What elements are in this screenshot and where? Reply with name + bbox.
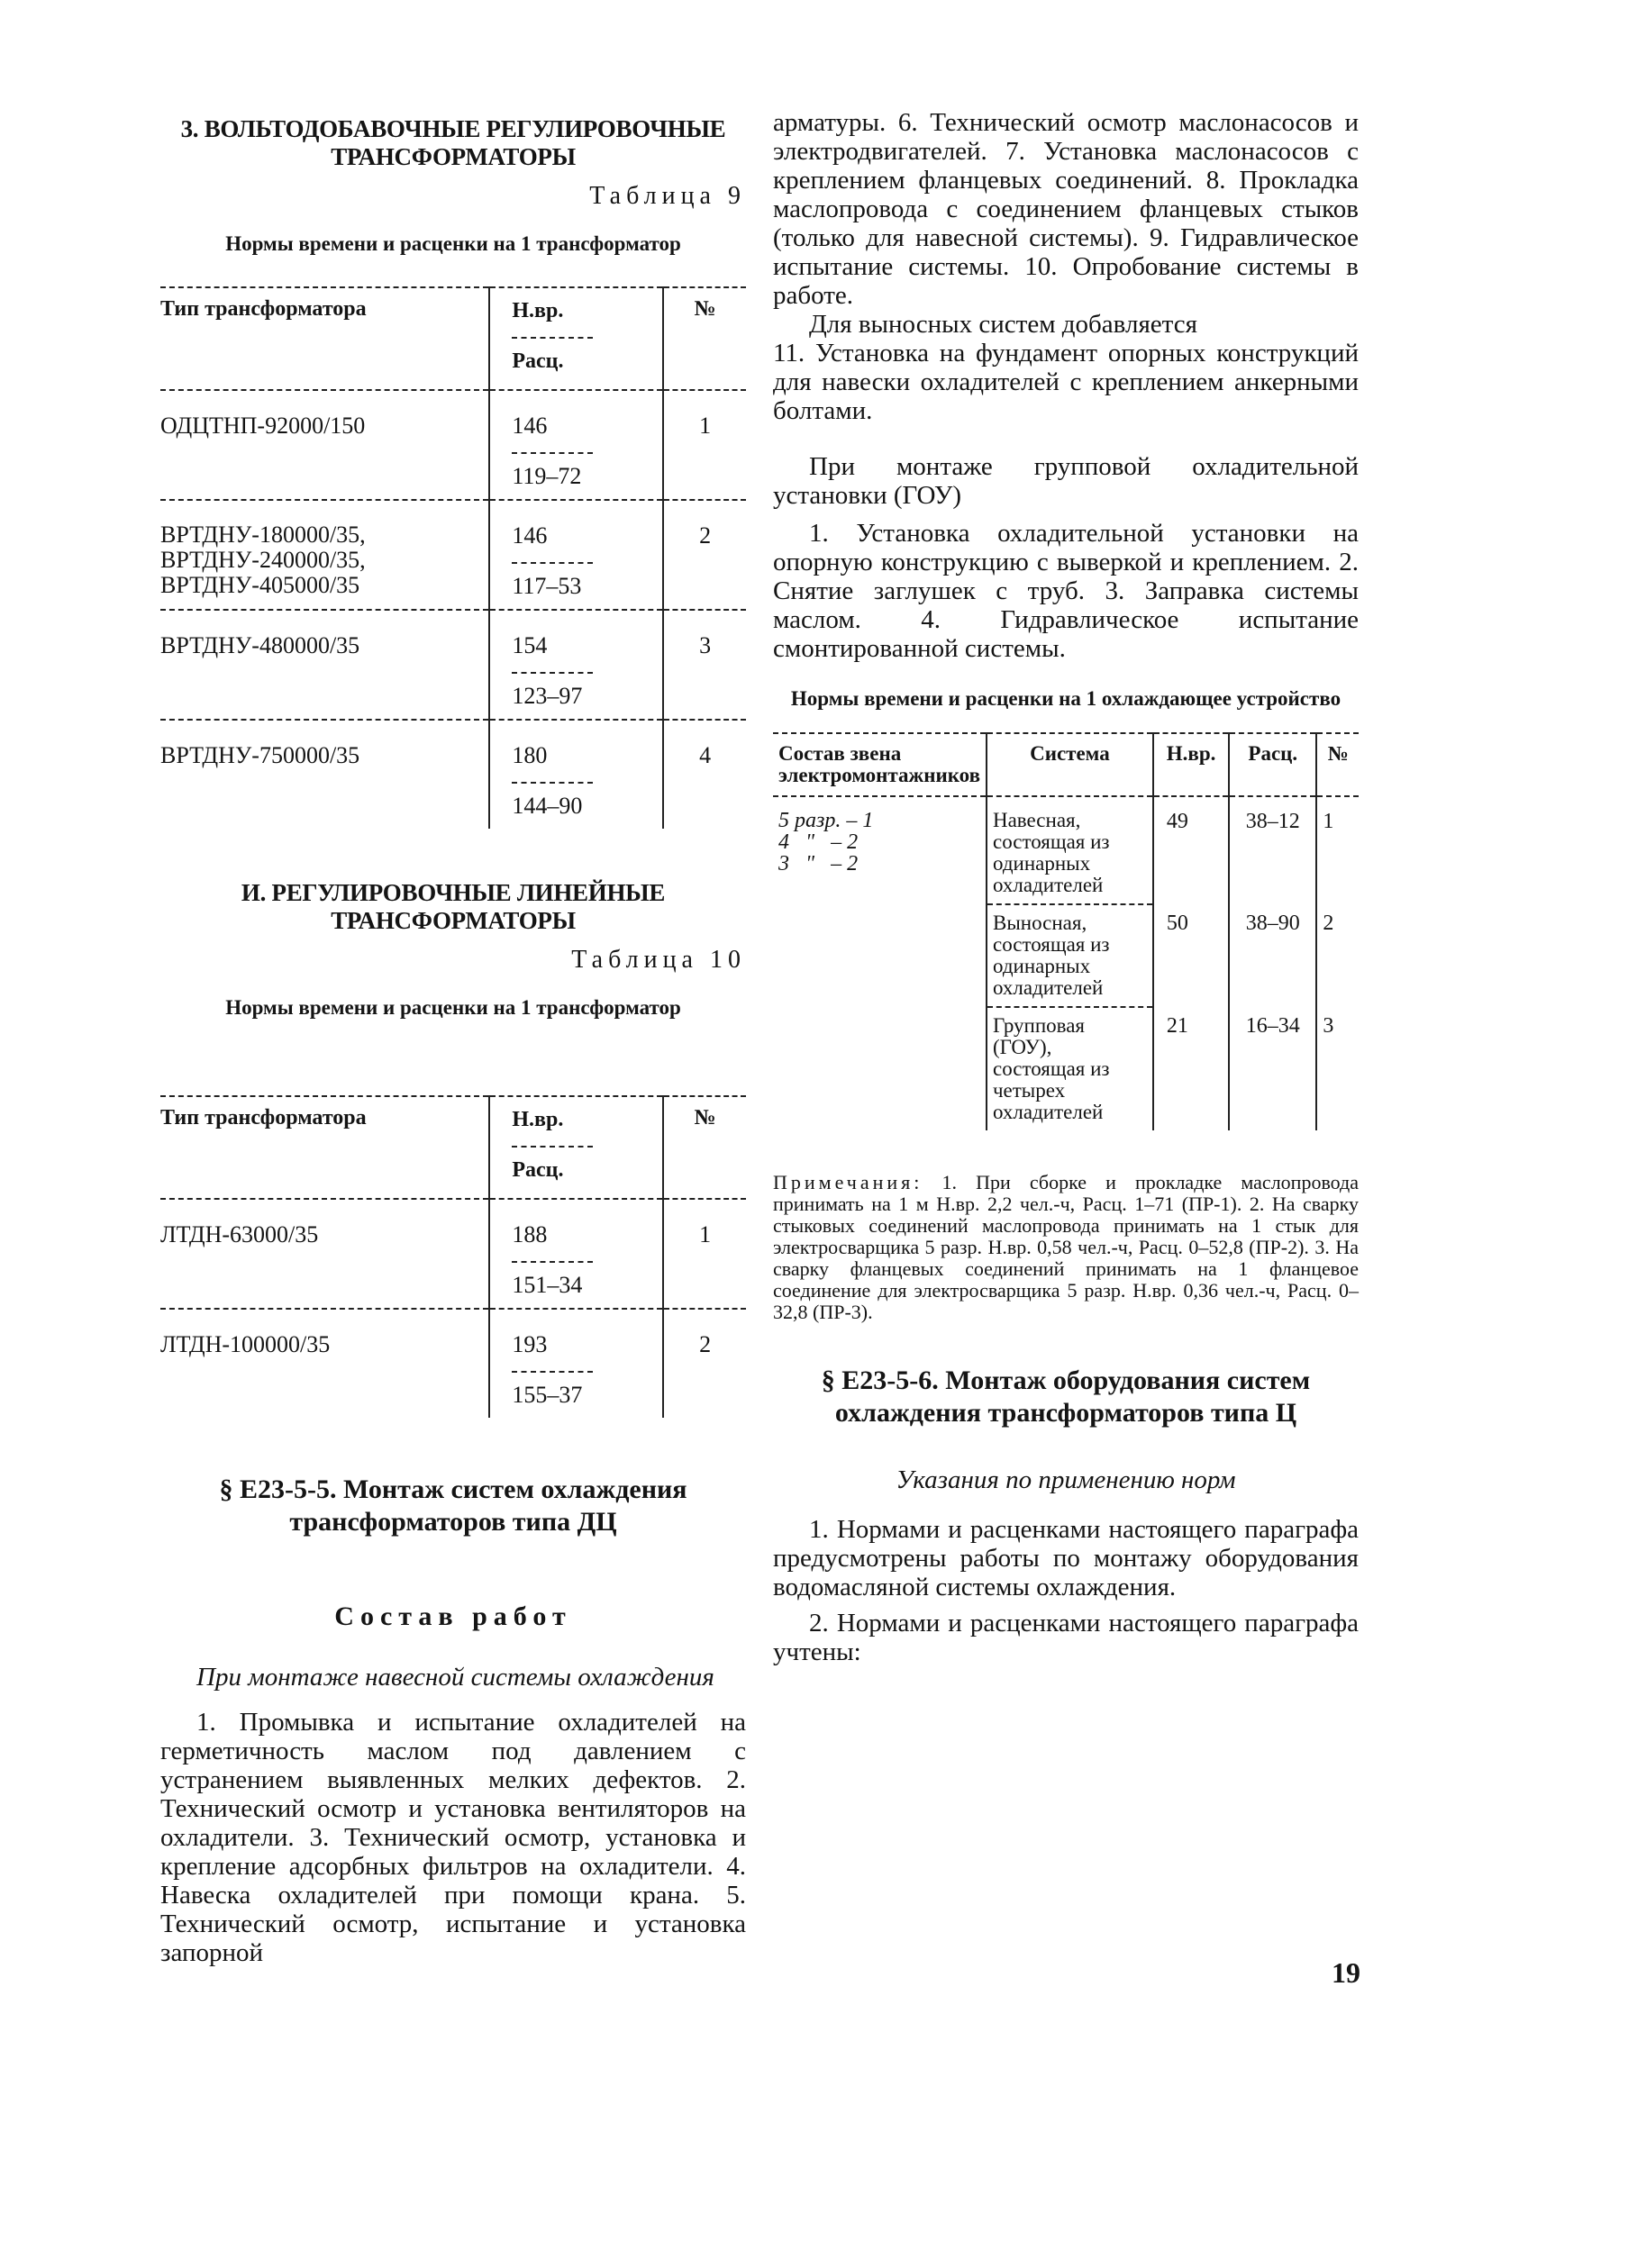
fraction-line xyxy=(512,452,593,454)
fraction-line xyxy=(512,1146,593,1148)
table10-label: Таблица 10 xyxy=(571,946,746,974)
fraction-line xyxy=(512,782,593,784)
table-row xyxy=(160,720,746,829)
row-type: ВРТДНУ-180000/35, ВРТДНУ-240000/35, ВРТДНУ-405000/35 xyxy=(160,500,489,610)
fraction-line xyxy=(512,337,593,339)
row-type: ЛТДН-63000/35 xyxy=(160,1199,489,1309)
notes xyxy=(773,1172,1359,1323)
table-9 xyxy=(160,286,746,829)
row-hvr: 49 xyxy=(1153,796,1229,904)
table-10 xyxy=(160,1095,746,1418)
crew-line: 3 " – 2 xyxy=(778,852,859,875)
table-header xyxy=(160,1096,746,1199)
row-system: Выносная, состоящая из одинарных охладителей xyxy=(987,904,1153,1007)
fraction-line xyxy=(512,672,593,674)
continued-text: арматуры. 6. Технический осмотр маслонасосов и электродвигателей. 7. Установка маслонасосов с креплением фланцевых соединений. 8. Прокладка маслопровода с соединением фланцевых стыков (только для навесной системы). 9. Гидравлическое испытание системы. 10. Опробование системы в работе. xyxy=(773,108,1359,310)
hvr-header: Н.вр. xyxy=(512,1108,564,1131)
col-hvr-rasc-header xyxy=(489,1096,663,1199)
row-hvr-rasc xyxy=(489,1199,663,1309)
crew-line: 5 разр. – 1 xyxy=(778,809,874,832)
composition-title: Состав работ xyxy=(334,1601,572,1631)
fraction-line xyxy=(512,562,593,564)
col-num-header: № xyxy=(663,1096,746,1199)
col-type-header: Тип трансформатора xyxy=(160,1096,489,1199)
row-hvr: 180 xyxy=(512,742,548,768)
crew-line: 4 " – 2 xyxy=(778,830,859,854)
group-text: 1. Установка охладительной установки на опорную конструкцию с выверкой и креплением. 2. Снятие заглушек с труб. 3. Заправка системы маслом. 4. Гидравлическое испытание смонтированной системы. xyxy=(773,519,1359,663)
row-hvr: 188 xyxy=(512,1221,548,1247)
row-rasc: 119–72 xyxy=(512,463,582,489)
paragraph-e23-5-6-title: § Е23-5-6. Монтаж оборудования систем охлаждения трансформаторов типа Ц xyxy=(821,1365,1311,1428)
col-num-header: № xyxy=(1316,733,1359,796)
table-row xyxy=(773,796,1359,904)
paragraph-e23-5-5-title: § Е23-5-5. Монтаж систем охлаждения трансформаторов типа ДЦ xyxy=(219,1474,687,1537)
row-hvr-rasc xyxy=(489,1309,663,1418)
row-rasc: 144–90 xyxy=(512,793,583,819)
fraction-line xyxy=(512,1261,593,1263)
row-hvr: 146 xyxy=(512,413,548,439)
row-rasc: 155–37 xyxy=(512,1382,583,1408)
col-type-header: Тип трансформатора xyxy=(160,287,489,390)
table-row xyxy=(160,1309,746,1418)
row-num: 2 xyxy=(1316,904,1359,1007)
row-system: Групповая (ГОУ), состоящая из четырех охладителей xyxy=(987,1007,1153,1130)
row-type: ОДЦТНП-92000/150 xyxy=(160,390,489,500)
fraction-line xyxy=(512,1371,593,1373)
row-rasc: 38–12 xyxy=(1229,796,1316,904)
table-row xyxy=(160,610,746,720)
row-num: 1 xyxy=(1316,796,1359,904)
col-hvr-header: Н.вр. xyxy=(1153,733,1229,796)
left-column xyxy=(160,115,746,1967)
notes-text: 1. При сборке и прокладке маслопровода принимать на 1 м Н.вр. 2,2 чел.-ч, Расц. 1–71 (ПР-1). 2. На сварку стыковых соединений маслопровода принимать на 1 стык для электросварщика 5 разр. Н.вр. 0,58 чел.-ч, Расц. 0–52,8 (ПР-2). 3. На сварку фланцевых соединений принимать на 1 фланцевое соединение для электросварщика 5 разр. Н.вр. 0,36 чел.-ч, Расц. 0–32,8 (ПР-3). xyxy=(773,1171,1360,1323)
table-row xyxy=(160,500,746,610)
group-intro: При монтаже групповой охладительной установки (ГОУ) xyxy=(773,452,1359,510)
row-hvr: 50 xyxy=(1153,904,1229,1007)
col-system-header: Система xyxy=(987,733,1153,796)
table9-caption: Нормы времени и расценки на 1 трансформатор xyxy=(225,232,681,255)
col-crew-header: Состав звена электромонтажников xyxy=(773,733,987,796)
row-hvr-rasc xyxy=(489,610,663,720)
table10-caption: Нормы времени и расценки на 1 трансформатор xyxy=(225,996,681,1019)
row-num: 2 xyxy=(663,500,746,610)
rasc-header: Расц. xyxy=(512,1158,564,1182)
row-num: 3 xyxy=(663,610,746,720)
guide-p2: 2. Нормами и расценками настоящего параграфа учтены: xyxy=(773,1609,1359,1666)
table9-label: Таблица 9 xyxy=(589,182,746,210)
row-num: 3 xyxy=(1316,1007,1359,1130)
composition-subtitle: При монтаже навесной системы охлаждения xyxy=(196,1663,714,1692)
table-row xyxy=(160,390,746,500)
table-header xyxy=(160,287,746,390)
row-type: ВРТДНУ-480000/35 xyxy=(160,610,489,720)
cooling-table xyxy=(773,732,1359,1130)
cool-table-caption: Нормы времени и расценки на 1 охлаждающее устройство xyxy=(790,687,1342,710)
guide-title: Указания по применению норм xyxy=(896,1465,1236,1494)
row-num: 1 xyxy=(663,390,746,500)
row-type: ЛТДН-100000/35 xyxy=(160,1331,331,1357)
section-3-title: 3. ВОЛЬТОДОБАВОЧНЫЕ РЕГУЛИРОВОЧНЫЕ ТРАНСФОРМАТОРЫ xyxy=(180,115,726,170)
page-number: 19 xyxy=(1332,1956,1360,1989)
row-type: ВРТДНУ-750000/35 xyxy=(160,742,360,768)
row-rasc: 123–97 xyxy=(512,683,583,709)
row-num: 2 xyxy=(663,1309,746,1418)
row-hvr: 21 xyxy=(1153,1007,1229,1130)
row-rasc: 38–90 xyxy=(1229,904,1316,1007)
table-row xyxy=(160,1199,746,1309)
row-hvr-rasc xyxy=(489,500,663,610)
table-header xyxy=(773,733,1359,796)
row-system: Навесная, состоящая из одинарных охладителей xyxy=(987,796,1153,904)
composition-text: 1. Промывка и испытание охладителей на герметичность маслом под давлением с устранением выявленных мелких дефектов. 2. Технический осмотр и установка вентиляторов на охладители. 3. Технический осмотр, установка и крепление адсорбных фильтров на охладители. 4. Навеска охладителей при помощи крана. 5. Технический осмотр, испытание и установка запорной xyxy=(160,1708,746,1967)
crew-cell xyxy=(773,796,987,1130)
row-num: 4 xyxy=(663,720,746,829)
col-rasc-header: Расц. xyxy=(1229,733,1316,796)
section-4-title: И. РЕГУЛИРОВОЧНЫЕ ЛИНЕЙНЫЕ ТРАНСФОРМАТОРЫ xyxy=(241,879,666,934)
row-hvr: 193 xyxy=(512,1331,548,1357)
rasc-header: Расц. xyxy=(512,349,564,373)
row-rasc: 151–34 xyxy=(512,1272,583,1298)
row-num: 1 xyxy=(663,1199,746,1309)
col-hvr-rasc-header xyxy=(489,287,663,390)
row-rasc: 117–53 xyxy=(512,573,582,599)
guide-p1: 1. Нормами и расценками настоящего параграфа предусмотрены работы по монтажу оборудования водомасляной системы охлаждения. xyxy=(773,1515,1359,1601)
remote-intro: Для выносных систем добавляется xyxy=(809,310,1197,339)
hvr-header: Н.вр. xyxy=(512,299,564,322)
right-column xyxy=(773,108,1359,1666)
col-num-header: № xyxy=(663,287,746,390)
row-hvr: 154 xyxy=(512,632,548,658)
row-hvr-rasc xyxy=(489,720,663,829)
row-rasc: 16–34 xyxy=(1229,1007,1316,1130)
remote-text: 11. Установка на фундамент опорных конструкций для навески охладителей с креплением анкерными болтами. xyxy=(773,339,1359,425)
notes-label: Примечания: xyxy=(773,1171,923,1193)
row-hvr: 146 xyxy=(512,522,548,549)
row-hvr-rasc xyxy=(489,390,663,500)
